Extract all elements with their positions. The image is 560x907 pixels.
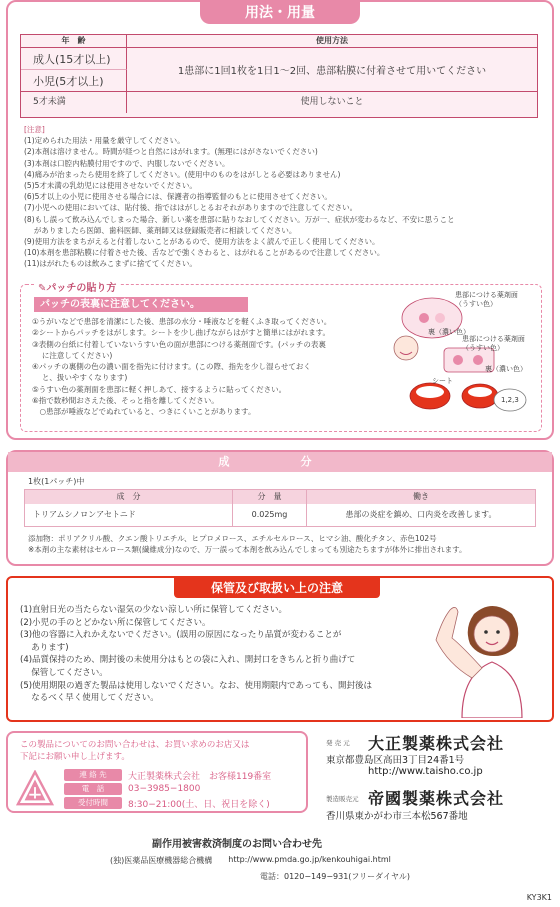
note-item: (8)もし誤って飲み込んでしまった場合、新しい薬を患部に貼りなおしてください。万が一、症状が変わるなど、不安に思うこと — [24, 214, 455, 224]
usage-title: 用法・用量 — [200, 2, 360, 24]
patch-title: ✎パッチの貼り方 — [34, 279, 120, 294]
patch-subtitle: パッチの表裏に注意してください。 — [34, 297, 248, 312]
under5-row — [21, 92, 537, 113]
note-item: (5)5才未満の乳幼児には使用させないでください。 — [24, 181, 197, 191]
manufacturer-name: 帝國製薬株式会社 — [368, 789, 505, 808]
contact-rows — [64, 768, 271, 810]
patch-steps — [32, 316, 402, 418]
label-drug-face-2: 患部につける薬剤面 （うすい色） — [462, 335, 525, 352]
note-item: がありましたら医師、歯科医師、薬剤師又は登録販売者に相談してください。 — [24, 225, 297, 235]
manufacturer-address: 香川県東かがわ市三本松567番地 — [326, 811, 468, 822]
ingredients-table-header: 成 分 分 量 働き — [25, 490, 535, 504]
list-item: あります) — [20, 642, 69, 653]
storage-title: 保管及び取扱い上の注意 — [174, 578, 380, 598]
patch-step: ⑤うすい色の薬剤面を患部に軽く押しあて、接するように貼ってください。 — [32, 384, 287, 394]
patch-step: ⑥指で数秒間おさえた後、そっと指を離してください。 — [32, 396, 219, 406]
relief-url[interactable]: http://www.pmda.go.jp/kenkouhigai.html — [228, 855, 391, 864]
nurse-illustration — [426, 596, 550, 718]
relief-org-row — [110, 855, 530, 866]
seller-name: 大正製薬株式会社 — [368, 734, 505, 753]
caution-notes — [24, 124, 544, 270]
label-drug-face-1: 患部につける薬剤面 （うすい色） — [455, 291, 518, 308]
note-item: (11)はがれたものは飲みこまずに捨ててください。 — [24, 259, 197, 269]
relief-phone: 電話：0120−149−931(フリーダイヤル) — [260, 872, 410, 881]
additives-text: 添加物：ポリアクリル酸、クエン酸トリエチル、ヒプロメロース、エチルセルロース、ヒマシ油、酸化チタン、赤色102号 — [28, 534, 437, 543]
product-code: KY3K1 — [526, 893, 552, 902]
patch-step: と、扱いやすくなります) — [32, 373, 128, 383]
ingredients-title: 成 分 — [8, 452, 552, 472]
patch-step: ②シートからパッチをはがします。シートを少し曲げながらはがすと簡単にはがれます。 — [32, 328, 331, 338]
contact-row-phone: 電 話 03−3985−1800 — [64, 782, 271, 796]
list-item: (1)直射日光の当たらない湿気の少ない涼しい所に保管してください。 — [20, 605, 288, 615]
label-back-1: 裏（濃い色） — [428, 328, 470, 336]
dosage-table — [20, 34, 538, 118]
caution-label: [注意] — [24, 125, 45, 134]
ingredients-caption: 1枚(1パッチ)中 — [28, 477, 85, 486]
header-usage: 使用方法 — [316, 36, 348, 45]
age-child: 小児(5才以上) — [21, 70, 127, 92]
list-item: 保管してください。 — [20, 667, 108, 678]
note-item: (3)本剤は口腔内粘膜付用ですので、内服しないでください。 — [24, 158, 230, 168]
ingredients-table — [24, 489, 536, 527]
note-item: (7)小児への使用においては、貼付後、指でははがしとるおそれがありますので注意してください。 — [24, 203, 358, 213]
ingredients-note: ※本剤の主な素材はセルロース類(繊維成分)なので、万一誤って本剤を飲み込んでしまっても別途たちますが体外に排出されます。 — [28, 545, 467, 554]
contact-message: この製品についてのお問い合わせは、お買い求めのお店又は 下記にお願い申し上げます。 — [20, 740, 250, 762]
patch-step: ○患部が唾液などでぬれていると、つきにくいことがあります。 — [32, 407, 256, 417]
patch-step: ③表側の台紙に付着していないうすい色の面が患部につける薬剤面です。(パッチの表裏 — [32, 339, 326, 349]
relief-info — [110, 835, 530, 882]
contact-row-contact: 連 絡 先 大正製薬株式会社 お客様119番室 — [64, 768, 271, 782]
list-item: (3)他の容器に入れかえないでください。(誤用の原因になったり品質が変わることが — [20, 630, 342, 641]
ingredients-footnotes — [28, 533, 548, 555]
age-adult: 成人(15才以上) — [21, 48, 127, 70]
label-back-2: 裏（濃い色） — [485, 365, 527, 373]
patch-illustration — [380, 288, 540, 428]
list-item: (5)使用期限の過ぎた製品は使用しないでください。なお、使用期限内であっても、開封後は — [20, 680, 372, 691]
patch-step: ④パッチの裏側の色の濃い面を指先に付けます。(この際、指先を少し湿らせておく — [32, 362, 311, 372]
seller-address: 東京都豊島区高田3丁目24番1号 — [326, 755, 465, 766]
manufacturer-label: 製造販売元 — [326, 795, 359, 803]
taisho-logo-icon — [16, 770, 54, 808]
note-item: (9)使用方法をまちがえると付着しないことがあるので、使用方法をよく読んで正しく使用してください。 — [24, 237, 380, 247]
relief-title: 副作用被害救済制度のお問い合わせ先 — [152, 839, 322, 850]
label-count: 1,2,3 — [501, 396, 519, 404]
face-icon — [394, 336, 418, 360]
seller-url[interactable]: http://www.taisho.co.jp — [368, 766, 483, 777]
note-item: (10)本剤を患部粘膜に付着させた後、舌などで強くさわると、はがれることがあるので注意してください。 — [24, 248, 385, 258]
header-age: 年 齢 — [21, 35, 127, 47]
dosage-table-header — [21, 35, 537, 48]
face-icon — [474, 616, 510, 652]
contact-row-hours: 受付時間 8:30−21:00(土、日、祝日を除く) — [64, 796, 271, 810]
seller-label: 発 売 元 — [326, 739, 350, 747]
storage-list — [20, 604, 420, 705]
age-under5: 5才未満 — [21, 92, 127, 113]
label-sheet: シート — [432, 377, 453, 385]
patch-step: ①うがいなどで患部を清潔にした後、患部の水分・唾液などを軽くふき取ってください。 — [32, 317, 332, 326]
list-item: なるべく早く使用してください。 — [20, 693, 159, 704]
list-item: (4)品質保持のため、開封後の未使用分はもとの袋に入れ、開封口をきちんと折り曲げて — [20, 655, 356, 666]
under5-usage: 使用しないこと — [300, 97, 364, 107]
note-item: (4)痛みが治まったら使用を終了してください。(使用中のものをはがしとる必要はありません) — [24, 169, 341, 179]
usage-instruction: 1患部に1回1枚を1日1〜2回、患部粘膜に付着させて用いてください — [127, 48, 537, 92]
pencil-icon: ✎ — [38, 283, 47, 294]
note-item: (1)定められた用法・用量を厳守してください。 — [24, 136, 185, 146]
patch-step: に注意してください) — [32, 350, 113, 360]
note-item: (6)5才以上の小児に使用させる場合には、保護者の指導監督のもとに使用させてください。 — [24, 192, 332, 202]
list-item: (2)小児の手のとどかない所に保管してください。 — [20, 617, 211, 628]
relief-org: (独)医薬品医療機器総合機構 — [110, 856, 213, 865]
note-item: (2)本剤は溶けません。時間が経つと自然にはがれます。(無理にはがさないでください) — [24, 147, 318, 157]
table-row: トリアムシノロンアセトニド 0.025mg 患部の炎症を鎮め、口内炎を改善します。 — [25, 504, 535, 526]
